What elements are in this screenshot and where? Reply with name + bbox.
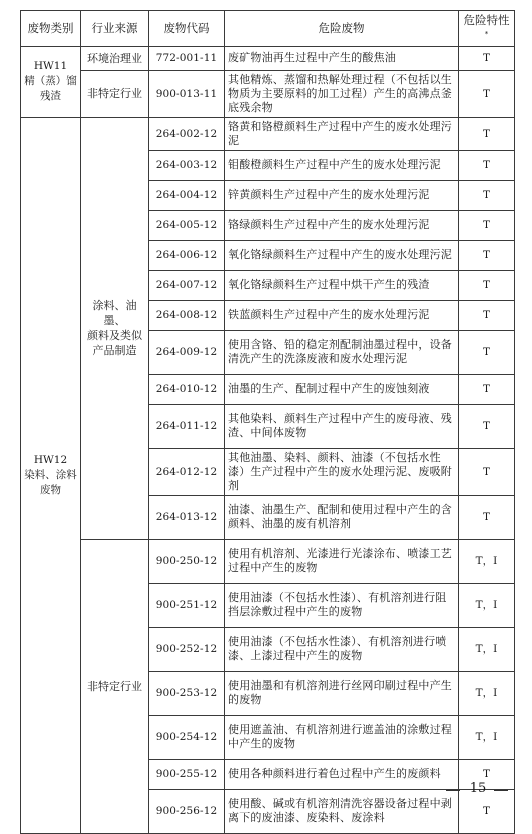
- characteristic-cell: T: [459, 759, 515, 789]
- table-row: [21, 46, 515, 70]
- header-characteristic: [459, 11, 515, 47]
- waste-cell: 油漆、油墨生产、配制和使用过程中产生的含颜料、油墨的废有机溶剂: [225, 495, 459, 539]
- waste-cell: 使用油墨和有机溶剂进行丝网印刷过程中产生的废物: [225, 671, 459, 715]
- category-cell-hw11: HW11 精（蒸）馏 残渣: [21, 46, 81, 117]
- header-category: 废物类别: [21, 11, 81, 47]
- industry-cell-paints: 涂料、油墨、 颜料及类似 产品制造: [81, 117, 149, 539]
- characteristic-cell: T，I: [459, 539, 515, 583]
- header-characteristic-label: 危险特性: [463, 13, 510, 27]
- waste-cell: 使用油漆（不包括水性漆）、有机溶剂进行阻挡层涂敷过程中产生的废物: [225, 583, 459, 627]
- characteristic-cell: T: [459, 270, 515, 300]
- waste-cell: 使用各种颜料进行着色过程中产生的废颜料: [225, 759, 459, 789]
- code-cell: 264-003-12: [149, 150, 225, 180]
- header-characteristic-footnote-mark: *: [484, 30, 489, 38]
- code-cell: 900-252-12: [149, 627, 225, 671]
- table-row: [21, 70, 515, 117]
- category-cell-hw12: HW12 染料、涂料 废物: [21, 117, 81, 833]
- characteristic-cell: T: [459, 180, 515, 210]
- code-cell: 264-002-12: [149, 117, 225, 150]
- characteristic-cell: T，I: [459, 583, 515, 627]
- code-cell: 264-007-12: [149, 270, 225, 300]
- code-cell: 264-011-12: [149, 404, 225, 448]
- code-cell: 900-253-12: [149, 671, 225, 715]
- code-cell: 264-006-12: [149, 240, 225, 270]
- code-cell: 900-251-12: [149, 583, 225, 627]
- waste-cell: 废矿物油再生过程中产生的酸焦油: [225, 46, 459, 70]
- hazardous-waste-table: [20, 10, 515, 834]
- characteristic-cell: T: [459, 374, 515, 404]
- code-cell: 264-010-12: [149, 374, 225, 404]
- waste-cell: 使用油漆（不包括水性漆）、有机溶剂进行喷漆、上漆过程中产生的废物: [225, 627, 459, 671]
- code-cell: 264-008-12: [149, 300, 225, 330]
- waste-cell: 锌黄颜料生产过程中产生的废水处理污泥: [225, 180, 459, 210]
- characteristic-cell: T: [459, 210, 515, 240]
- table-row: [21, 117, 515, 150]
- characteristic-cell: T: [459, 46, 515, 70]
- waste-cell: 油墨的生产、配制过程中产生的废蚀刻液: [225, 374, 459, 404]
- code-cell: 900-256-12: [149, 789, 225, 833]
- waste-cell: 氧化铬绿颜料生产过程中烘干产生的残渣: [225, 270, 459, 300]
- characteristic-cell: T: [459, 789, 515, 833]
- characteristic-cell: T: [459, 300, 515, 330]
- waste-cell: 铬绿颜料生产过程中产生的废水处理污泥: [225, 210, 459, 240]
- waste-cell: 其他油墨、染料、颜料、油漆（不包括水性漆）生产过程中产生的废水处理污泥、废吸附剂: [225, 448, 459, 495]
- code-cell: 900-254-12: [149, 715, 225, 759]
- characteristic-cell: T: [459, 70, 515, 117]
- industry-cell-nonspecific: 非特定行业: [81, 539, 149, 833]
- code-cell: 264-009-12: [149, 330, 225, 374]
- waste-cell: 使用有机溶剂、光漆进行光漆涂布、喷漆工艺过程中产生的废物: [225, 539, 459, 583]
- characteristic-cell: T，I: [459, 671, 515, 715]
- characteristic-cell: T: [459, 404, 515, 448]
- code-cell: 772-001-11: [149, 46, 225, 70]
- code-cell: 900-255-12: [149, 759, 225, 789]
- header-code: 废物代码: [149, 11, 225, 47]
- table-row: [21, 539, 515, 583]
- code-cell: 264-013-12: [149, 495, 225, 539]
- header-industry: 行业来源: [81, 11, 149, 47]
- code-cell: 900-250-12: [149, 539, 225, 583]
- code-cell: 264-012-12: [149, 448, 225, 495]
- industry-cell-nonspecific: 非特定行业: [81, 70, 149, 117]
- waste-cell: 使用酸、碱或有机溶剂清洗容器设备过程中剥离下的废油漆、废染料、废涂料: [225, 789, 459, 833]
- characteristic-cell: T: [459, 448, 515, 495]
- waste-cell: 使用遮盖油、有机溶剂进行遮盖油的涂敷过程中产生的废物: [225, 715, 459, 759]
- characteristic-cell: T，I: [459, 715, 515, 759]
- waste-cell: 铁蓝颜料生产过程中产生的废水处理污泥: [225, 300, 459, 330]
- code-cell: 264-005-12: [149, 210, 225, 240]
- characteristic-cell: T: [459, 330, 515, 374]
- waste-cell: 氧化铬绿颜料生产过程中产生的废水处理污泥: [225, 240, 459, 270]
- waste-cell: 铬黄和铬橙颜料生产过程中产生的废水处理污泥: [225, 117, 459, 150]
- code-cell: 264-004-12: [149, 180, 225, 210]
- waste-cell: 其他染料、颜料生产过程中产生的废母液、残渣、中间体废物: [225, 404, 459, 448]
- characteristic-cell: T: [459, 240, 515, 270]
- characteristic-cell: T: [459, 117, 515, 150]
- page-number-dash-right: [494, 790, 508, 791]
- page-number: 15: [469, 781, 487, 796]
- header-waste: 危险废物: [225, 11, 459, 47]
- table-header-row: [21, 11, 515, 47]
- characteristic-cell: T，I: [459, 627, 515, 671]
- code-cell: 900-013-11: [149, 70, 225, 117]
- page-number-dash-left: [446, 790, 460, 791]
- industry-cell-env: 环境治理业: [81, 46, 149, 70]
- waste-cell: 其他精炼、蒸馏和热解处理过程（不包括以生物质为主要原料的加工过程）产生的高沸点釜底残余物: [225, 70, 459, 117]
- characteristic-cell: T: [459, 150, 515, 180]
- characteristic-cell: T: [459, 495, 515, 539]
- waste-cell: 使用含铬、铅的稳定剂配制油墨过程中，设备清洗产生的洗涤废液和废水处理污泥: [225, 330, 459, 374]
- waste-cell: 钼酸橙颜料生产过程中产生的废水处理污泥: [225, 150, 459, 180]
